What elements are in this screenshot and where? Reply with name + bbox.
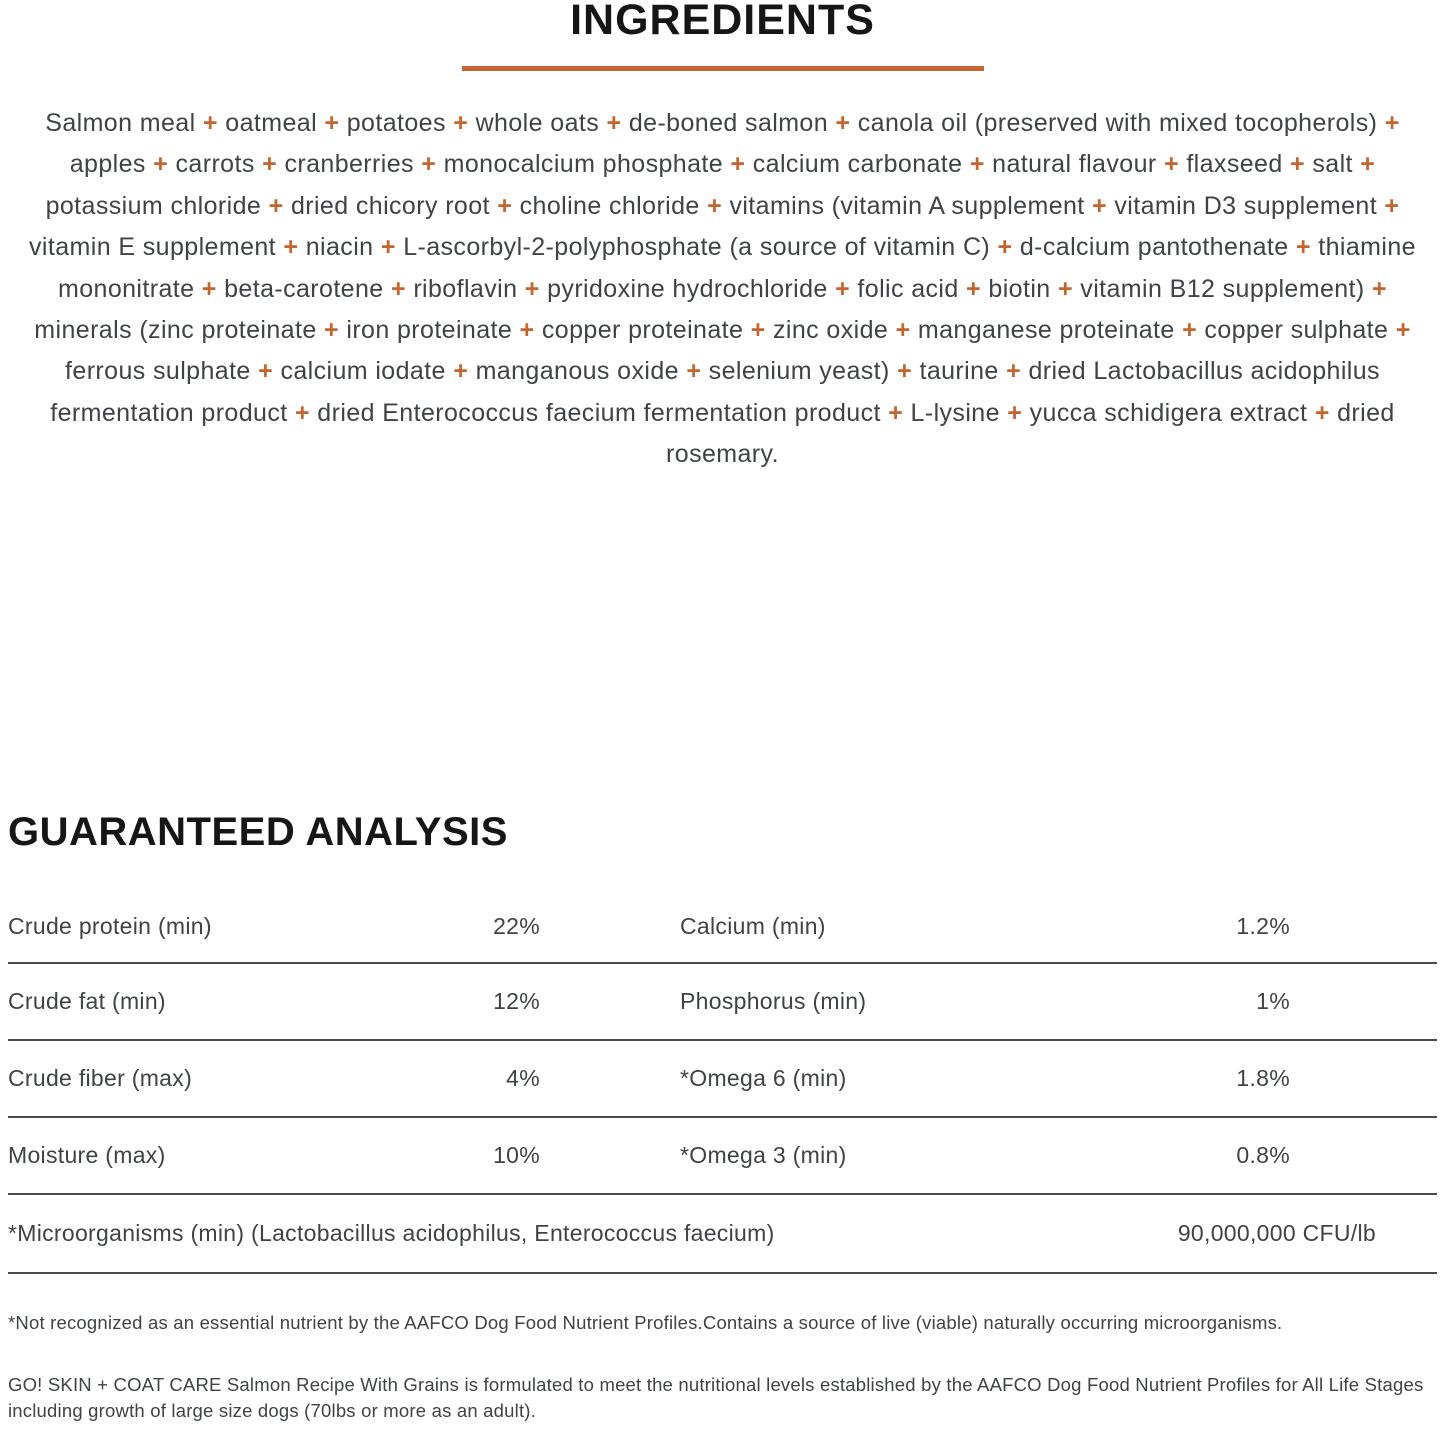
ingredients-text: Salmon meal + oatmeal + potatoes + whole oats + de-boned salmon + canola oil (preserved with mixed tocopherols) + apples + carrots + cranberries + monocalcium phosphate + calcium carbonate + natural flavour + flaxseed + salt + potassium chloride + dried chicory root + choline chloride + vitamins (vitamin A supplement + vitamin D3 supplement + vitamin E supplement + niacin + L-ascorbyl-2-polyphosphate (a source of vitamin C) + d-calcium pantothenate + thiamine mononitrate + beta-carotene + riboflavin + pyridoxine hydrochloride + folic acid + biotin + vitamin B12 supplement) + minerals (zinc proteinate + iron proteinate + copper proteinate + zinc oxide + manganese proteinate + copper sulphate + ferrous sulphate + calcium iodate + manganous oxide + selenium yeast) + taurine + dried Lactobacillus acidophilus fermentation product + dried Enterococcus faecium fermentation product + L-lysine + yucca schidigera extract + dried rosemary. <box>29 109 1416 469</box>
nutrient-label: Crude fat (min) <box>8 988 166 1014</box>
plus-separator-icon: + <box>1006 357 1022 386</box>
nutrient-label: Crude protein (min) <box>8 912 212 939</box>
nutrient-label: Crude fiber (max) <box>8 1065 193 1091</box>
plus-separator-icon: + <box>730 150 746 179</box>
title-underline <box>462 66 984 71</box>
nutrient-label: Phosphorus (min) <box>680 988 867 1014</box>
plus-separator-icon: + <box>966 274 982 303</box>
plus-separator-icon: + <box>202 109 218 137</box>
plus-separator-icon: + <box>324 316 339 345</box>
nutrient-value: 1.2% <box>1236 912 1290 939</box>
plus-separator-icon: + <box>421 150 437 179</box>
plus-separator-icon: + <box>606 109 622 137</box>
nutrient-label: *Omega 3 (min) <box>680 1142 847 1168</box>
table-row-microorganisms <box>8 1195 1437 1274</box>
footnote-aafco-nutrient: *Not recognized as an essential nutrient by the AAFCO Dog Food Nutrient Profiles.Contains a source of live (viable) naturally occurring microorganisms. <box>8 1312 1283 1333</box>
plus-separator-icon: + <box>258 357 274 386</box>
plus-separator-icon: + <box>969 150 985 179</box>
guaranteed-analysis-title: GUARANTEED ANALYSIS <box>8 810 508 854</box>
plus-separator-icon: + <box>835 274 851 303</box>
plus-separator-icon: + <box>324 109 340 137</box>
plus-separator-icon: + <box>750 316 766 345</box>
plus-separator-icon: + <box>453 357 469 386</box>
plus-separator-icon: + <box>1360 150 1376 179</box>
plus-separator-icon: + <box>1290 150 1306 179</box>
ingredients-title: INGREDIENTS <box>570 0 875 44</box>
nutrient-value: 10% <box>493 1142 540 1168</box>
plus-separator-icon: + <box>268 191 284 220</box>
nutrient-value: 22% <box>493 912 540 939</box>
plus-separator-icon: + <box>153 150 169 179</box>
plus-separator-icon: + <box>997 233 1013 262</box>
nutrient-value: 1.8% <box>1236 1065 1290 1091</box>
plus-separator-icon: + <box>283 233 299 262</box>
footnote-formulation-statement: GO! SKIN + COAT CARE Salmon Recipe With Grains is formulated to meet the nutritional levels established by the AAFCO Dog Food Nutrient Profiles for All Life Stages including growth of large size dogs (70lbs or more as an adult). <box>8 1374 1424 1421</box>
plus-separator-icon: + <box>1314 398 1330 427</box>
plus-separator-icon: + <box>1384 191 1400 220</box>
plus-separator-icon: + <box>497 191 513 220</box>
plus-separator-icon: + <box>1092 191 1108 220</box>
plus-separator-icon: + <box>1395 316 1411 345</box>
plus-separator-icon: + <box>262 150 278 179</box>
plus-separator-icon: + <box>707 191 723 220</box>
nutrient-value: 4% <box>506 1065 540 1091</box>
table-row-moisture-omega3 <box>8 1118 1437 1195</box>
plus-separator-icon: + <box>519 316 535 345</box>
nutrient-label: *Microorganisms (min) (Lactobacillus acidophilus, Enterococcus faecium) <box>8 1220 775 1246</box>
plus-separator-icon: + <box>1295 233 1311 262</box>
table-row-fat-phosphorus <box>8 964 1437 1041</box>
plus-separator-icon: + <box>380 233 396 262</box>
plus-separator-icon: + <box>897 357 913 386</box>
nutrient-value: 0.8% <box>1236 1142 1290 1168</box>
nutrient-label: *Omega 6 (min) <box>680 1065 847 1091</box>
table-row-fiber-omega6 <box>8 1041 1437 1118</box>
nutrient-value: 1% <box>1256 988 1290 1014</box>
plus-separator-icon: + <box>1057 274 1073 303</box>
plus-separator-icon: + <box>1372 274 1387 303</box>
plus-separator-icon: + <box>1163 150 1179 179</box>
table-row-protein-calcium <box>8 890 1437 964</box>
plus-separator-icon: + <box>294 398 310 427</box>
nutrient-label: Moisture (max) <box>8 1142 166 1168</box>
plus-separator-icon: + <box>1384 109 1400 137</box>
plus-separator-icon: + <box>201 274 217 303</box>
nutrient-value: 90,000,000 CFU/lb <box>1177 1220 1376 1246</box>
nutrient-value: 12% <box>493 988 540 1014</box>
plus-separator-icon: + <box>1182 316 1198 345</box>
plus-separator-icon: + <box>895 316 911 345</box>
plus-separator-icon: + <box>1007 398 1023 427</box>
plus-separator-icon: + <box>390 274 406 303</box>
plus-separator-icon: + <box>524 274 540 303</box>
plus-separator-icon: + <box>835 109 851 137</box>
guaranteed-analysis-table <box>8 890 1437 1274</box>
plus-separator-icon: + <box>453 109 469 137</box>
plus-separator-icon: + <box>686 357 702 386</box>
plus-separator-icon: + <box>888 398 904 427</box>
nutrient-label: Calcium (min) <box>680 912 826 939</box>
